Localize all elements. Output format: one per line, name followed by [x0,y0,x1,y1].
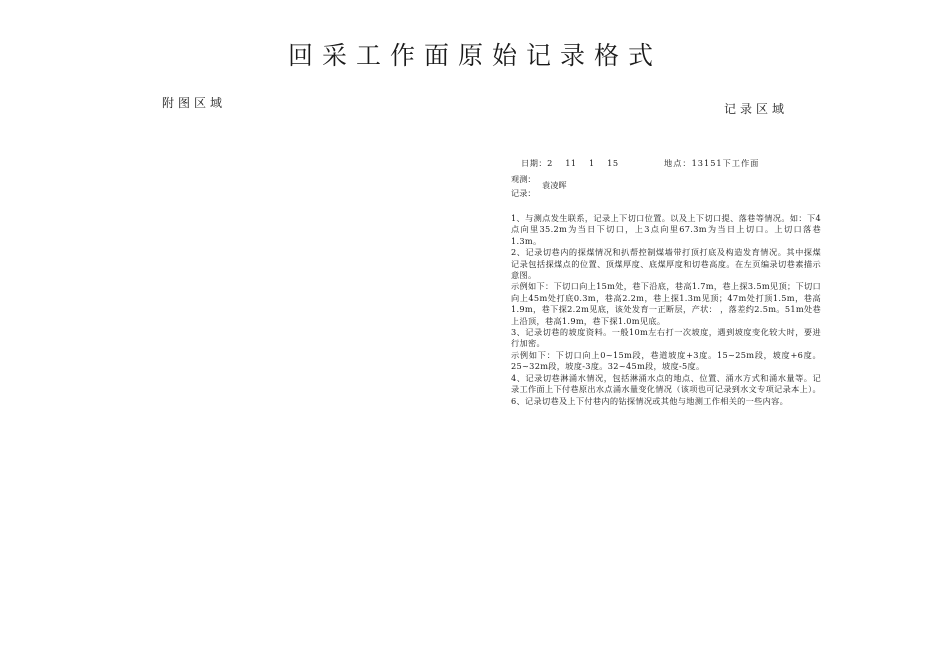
place-label: 地点： [664,158,692,168]
instructions-list [511,213,821,407]
record-area-heading: 记录区域 [724,102,789,116]
instruction-paragraph: 示例如下：下切口向上0~15m段，巷道坡度+3度。15~25m段，坡度+6度。25~32m段，坡度-3度。32~45m段，坡度-5度。 [511,349,821,372]
recorder-label: 记录： [511,188,536,198]
instruction-paragraph: 1、与测点发生联系，记录上下切口位置。以及上下切口提、落巷等情况。如：下4点向里35.2m为当日下切口，上3点向里67.3m为当日上切口。上切口落巷1.3m。 [511,213,821,246]
instruction-paragraph: 2、记录切巷内的探煤情况和扒帮控制煤墙带打顶打底及构造发育情况。其中探煤记录包括探煤点的位置、顶煤厚度、底煤厚度和切巷高度。在左页编录切巷素描示意图。 [511,247,821,281]
instruction-paragraph: 4、记录切巷淋涌水情况，包括淋涌水点的地点、位置、涌水方式和涌水量等。记录工作面上下付巷原出水点涌水量变化情况（该项也可记录到水文专项记录本上）。 [511,372,821,395]
date-value: 2 11 1 15 [547,158,619,168]
observer-recorder-block [511,174,821,200]
instruction-paragraph: 6、记录切巷及上下付巷内的钻探情况或其他与地测工作相关的一些内容。 [511,395,789,406]
place-value: 13151下工作面 [691,158,760,168]
date-place-row [511,158,821,170]
place-field [664,158,759,169]
observer-label: 观测： [511,174,536,184]
observer-name: 袁凌晖 [542,180,567,190]
instruction-paragraph: 3、记录切巷的坡度资料。一般10m左右打一次坡度，遇到坡度变化较大时，要进行加密。 [511,327,821,349]
attachment-area-heading: 附图区域 [162,96,227,110]
instruction-paragraph: 示例如下：下切口向上15m处，巷下沿底，巷高1.7m，巷上探3.5m见顶；下切口向上45m处打底0.3m，巷高2.2m，巷上探1.3m见顶；47m处打顶1.5m，巷高1.9m，巷下探2.2m见底，该处发育一正断层，产状： ，落差约2.5m。51m处巷上沿顶，巷高1.9m，巷下探1.0m见底。 [511,281,821,326]
page-title: 回采工作面原始记录格式 [287,41,662,70]
record-area [511,158,821,407]
date-field [521,158,619,169]
date-label: 日期： [521,158,548,168]
